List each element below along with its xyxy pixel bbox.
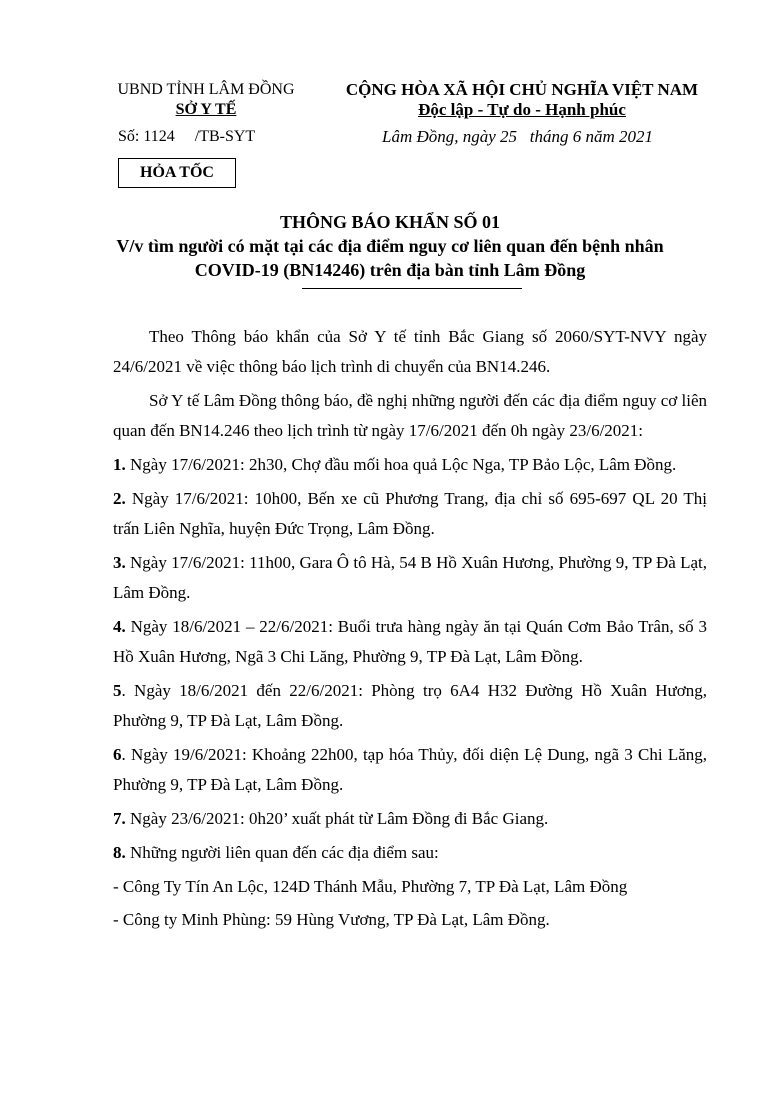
- department-name: SỞ Y TẾ: [175, 101, 237, 118]
- document-number: Số: 1124 /TB-SYT: [118, 128, 256, 145]
- urgency-box: HỎA TỐC: [118, 158, 236, 188]
- item-number: 2.: [113, 489, 126, 508]
- list-item: [113, 838, 707, 868]
- national-motto: Độc lập - Tự do - Hạnh phúc: [418, 100, 626, 119]
- list-item: [113, 676, 707, 736]
- location-bullet: - Công Ty Tín An Lộc, 124D Thánh Mẫu, Phường 7, TP Đà Lạt, Lâm Đồng: [113, 877, 628, 896]
- list-item: [113, 450, 707, 480]
- item-text: Ngày 18/6/2021 – 22/6/2021: Buổi trưa hàng ngày ăn tại Quán Cơm Bảo Trân, số 3 Hồ Xuân Hương, Ngã 3 Chi Lăng, Phường 9, TP Đà Lạt, Lâm Đồng.: [113, 617, 707, 666]
- header-left: [108, 80, 304, 120]
- list-item: [113, 612, 707, 672]
- item-text: Ngày 17/6/2021: 2h30, Chợ đầu mối hoa quả Lộc Nga, TP Bảo Lộc, Lâm Đồng.: [125, 455, 677, 474]
- title-subject-line-2: COVID-19 (BN14246) trên địa bàn tỉnh Lâm Đồng: [194, 260, 586, 280]
- item-number: 6: [113, 745, 122, 764]
- item-number: 1.: [113, 455, 126, 474]
- document-body: [113, 322, 707, 938]
- intro-paragraph-2: Sở Y tế Lâm Đồng thông báo, đề nghị những người đến các địa điểm nguy cơ liên quan đến BN14.246 theo lịch trình từ ngày 17/6/2021 đến 0h ngày 23/6/2021:: [113, 391, 707, 440]
- location-bullet: - Công ty Minh Phùng: 59 Hùng Vương, TP Đà Lạt, Lâm Đồng.: [113, 910, 550, 929]
- item-text: Ngày 17/6/2021: 11h00, Gara Ô tô Hà, 54 B Hồ Xuân Hương, Phường 9, TP Đà Lạt, Lâm Đồng.: [113, 553, 707, 602]
- title-subject-line-1: V/v tìm người có mặt tại các địa điểm nguy cơ liên quan đến bệnh nhân: [116, 236, 664, 256]
- title-divider: [302, 288, 522, 289]
- title-main: THÔNG BÁO KHẨN SỐ 01: [279, 212, 501, 232]
- item-number: 5: [113, 681, 122, 700]
- item-text: Những người liên quan đến các địa điểm sau:: [125, 843, 439, 862]
- item-number: 3.: [113, 553, 126, 572]
- list-item: [113, 484, 707, 544]
- list-item: [113, 804, 707, 834]
- intro-paragraph-1: Theo Thông báo khẩn của Sở Y tế tỉnh Bắc Giang số 2060/SYT-NVY ngày 24/6/2021 về việc thông báo lịch trình di chuyển của BN14.246.: [113, 327, 707, 376]
- list-item: [113, 740, 707, 800]
- place-date: Lâm Đồng, ngày 25 tháng 6 năm 2021: [382, 127, 654, 146]
- agency-name: UBND TỈNH LÂM ĐỒNG: [117, 81, 295, 98]
- document-title: [80, 210, 700, 282]
- country-name: CỘNG HÒA XÃ HỘI CHỦ NGHĨA VIỆT NAM: [345, 80, 699, 99]
- item-text: . Ngày 19/6/2021: Khoảng 22h00, tạp hóa Thủy, đối diện Lệ Dung, ngã 3 Chi Lăng, Phường 9, TP Đà Lạt, Lâm Đồng.: [113, 745, 707, 794]
- item-text: Ngày 17/6/2021: 10h00, Bến xe cũ Phương Trang, địa chỉ số 695-697 QL 20 Thị trấn Liên Nghĩa, huyện Đức Trọng, Lâm Đồng.: [113, 489, 707, 538]
- item-number: 4.: [113, 617, 126, 636]
- item-number: 8.: [113, 843, 126, 862]
- item-text: Ngày 23/6/2021: 0h20’ xuất phát từ Lâm Đồng đi Bắc Giang.: [125, 809, 549, 828]
- header-right: [330, 80, 714, 120]
- item-text: . Ngày 18/6/2021 đến 22/6/2021: Phòng trọ 6A4 H32 Đường Hồ Xuân Hương, Phường 9, TP Đà Lạt, Lâm Đồng.: [113, 681, 707, 730]
- list-item: [113, 548, 707, 608]
- item-number: 7.: [113, 809, 126, 828]
